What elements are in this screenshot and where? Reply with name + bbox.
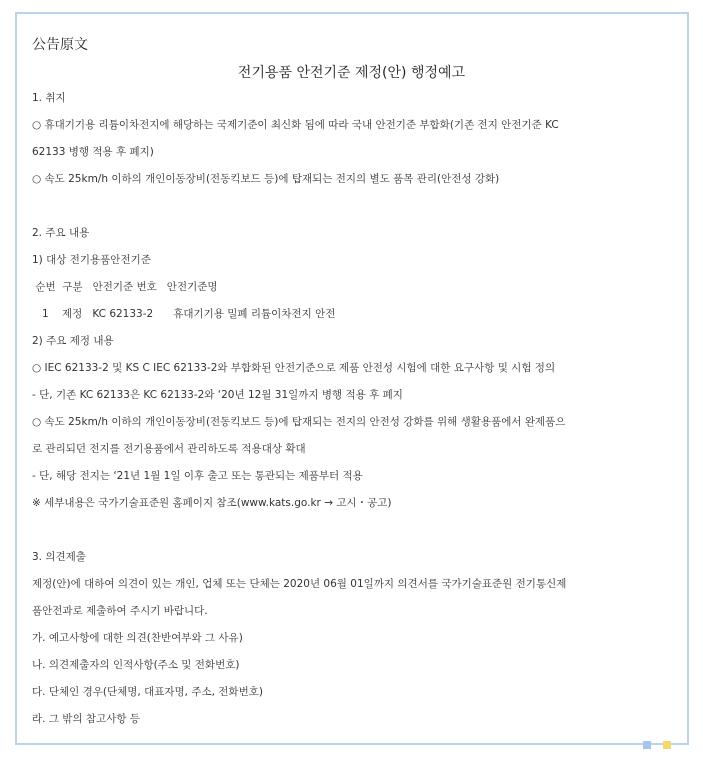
list-item: 가. 예고사항에 대한 의견(찬반여부와 그 사유) bbox=[32, 632, 243, 644]
subheading-main-enactment: 2) 주요 제정 내용 bbox=[32, 335, 114, 347]
body-line: ○ 휴대기기용 리튬이차전지에 해당하는 국제기준이 최신화 됨에 따라 국내 안전기준 부합화(기존 전지 안전기준 KC bbox=[32, 119, 559, 131]
body-line: 62133 병행 적용 후 폐지) bbox=[32, 146, 154, 158]
body-line: - 단, 기존 KC 62133은 KC 62133-2와 ‘20년 12월 31일까지 병행 적용 후 폐지 bbox=[32, 389, 403, 401]
body-line: ○ 속도 25km/h 이하의 개인이동장비(전동킥보드 등)에 탑재되는 전지의 안전성 강화를 위해 생활용품에서 완제품으 bbox=[32, 416, 566, 428]
section-header: 公告原文 bbox=[32, 37, 88, 53]
body-line: ○ 속도 25km/h 이하의 개인이동장비(전동킥보드 등)에 탑재되는 전지의 별도 품목 관리(안전성 강화) bbox=[32, 173, 500, 185]
decorative-square bbox=[663, 741, 671, 749]
body-line: 제정(안)에 대하여 의견이 있는 개인, 업체 또는 단체는 2020년 06월 01일까지 의견서를 국가기술표준원 전기통신제 bbox=[32, 578, 567, 590]
body-line: 로 관리되던 전지를 전기용품에서 관리하도록 적용대상 확대 bbox=[32, 443, 306, 455]
blank-line bbox=[32, 199, 680, 226]
body-line: - 단, 해당 전지는 ‘21년 1월 1일 이후 출고 또는 통관되는 제품부터 적용 bbox=[32, 470, 363, 482]
document-title: 전기용품 안전기준 제정(안) 행정예고 bbox=[237, 65, 466, 81]
body-line: ○ IEC 62133-2 및 KS C IEC 62133-2와 부합화된 안전기준으로 제품 안전성 시험에 대한 요구사항 및 시험 정의 bbox=[32, 362, 556, 374]
list-item: 다. 단체인 경우(단체명, 대표자명, 주소, 전화번호) bbox=[32, 686, 263, 698]
body-line: 품안전과로 제출하여 주시기 바랍니다. bbox=[32, 605, 208, 617]
document-body bbox=[32, 91, 680, 739]
section-heading-opinion: 3. 의견제출 bbox=[32, 551, 86, 563]
list-item: 나. 의견제출자의 인적사항(주소 및 전화번호) bbox=[32, 659, 240, 671]
blank-line bbox=[32, 523, 680, 550]
reference-note: ※ 세부내용은 국가기술표준원 홈페이지 참조(www.kats.go.kr → 고시・공고) bbox=[32, 497, 392, 509]
section-heading-purpose: 1. 취지 bbox=[32, 92, 66, 104]
decorative-square bbox=[643, 741, 651, 749]
standard-table-row: 1 제정 KC 62133-2 휴대기기용 밀폐 리튬이차전지 안전 bbox=[32, 308, 336, 320]
standard-table-header: 순번 구분 안전기준 번호 안전기준명 bbox=[32, 281, 218, 293]
subheading-target-standard: 1) 대상 전기용품안전기준 bbox=[32, 254, 151, 266]
section-heading-main-content: 2. 주요 내용 bbox=[32, 227, 90, 239]
list-item: 라. 그 밖의 참고사항 등 bbox=[32, 713, 140, 725]
